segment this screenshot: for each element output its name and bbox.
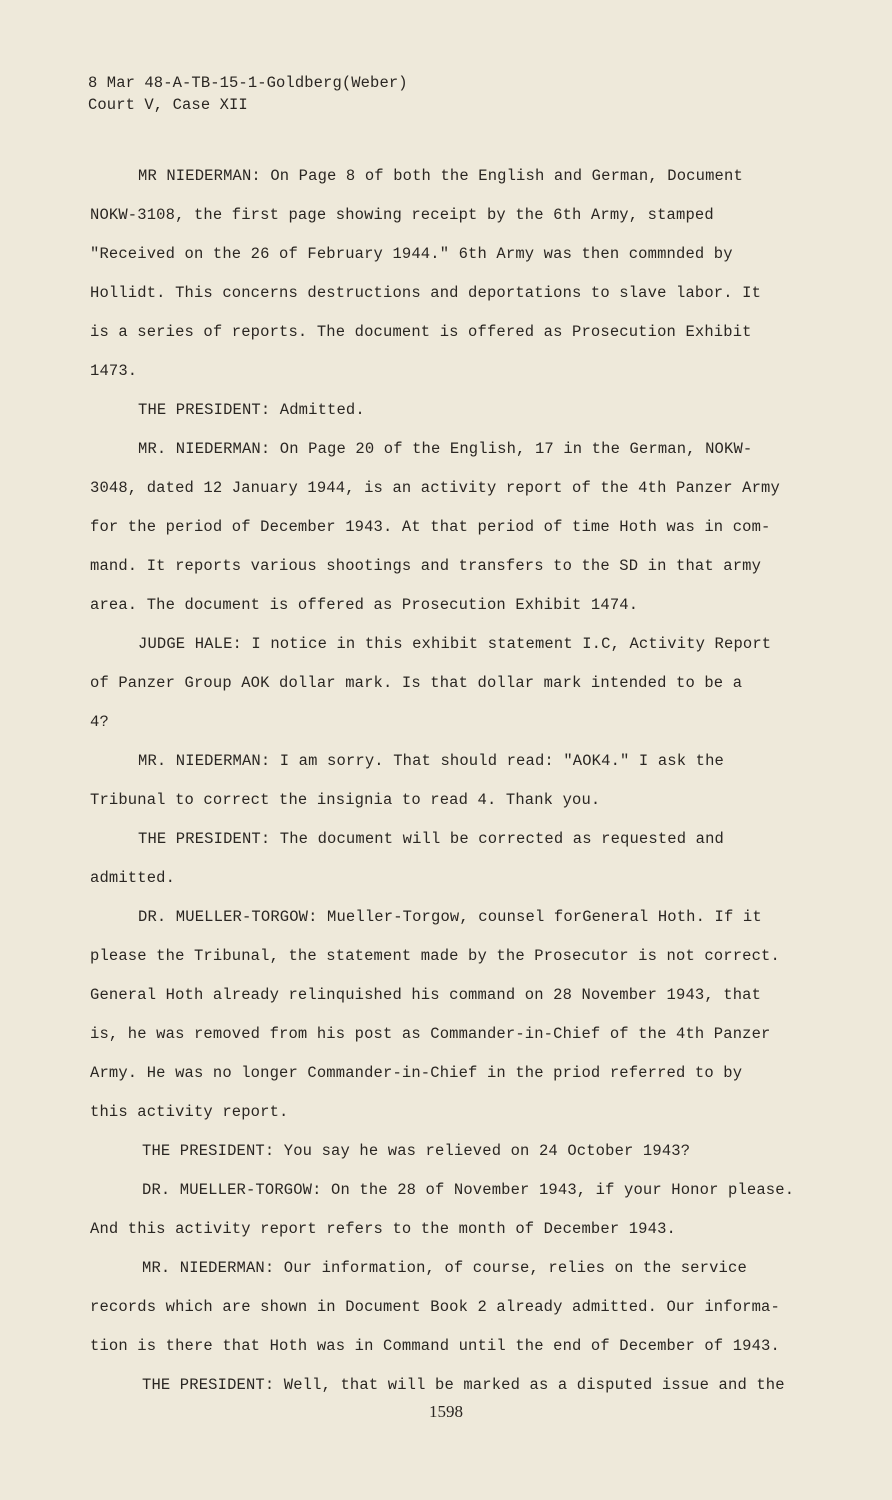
transcript-line: is, he was removed from his post as Commander-in-Chief of the 4th Panzer	[90, 1025, 771, 1043]
transcript-body	[90, 163, 810, 1411]
transcript-line: DR. MUELLER-TORGOW: On the 28 of November 1943, if your Honor please.	[142, 1181, 795, 1199]
transcript-line: Army. He was no longer Commander-in-Chief in the priod referred to by	[90, 1064, 743, 1082]
transcript-line: of Panzer Group AOK dollar mark. Is that dollar mark intended to be a	[90, 674, 743, 692]
header-line-2: Court V, Case XII	[88, 96, 248, 114]
transcript-line: this activity report.	[90, 1103, 289, 1121]
transcript-line: mand. It reports various shootings and transfers to the SD in that army	[90, 557, 762, 575]
transcript-line: tion is there that Hoth was in Command until the end of December of 1943.	[90, 1337, 780, 1355]
transcript-line: records which are shown in Document Book 2 already admitted. Our informa-	[90, 1298, 780, 1316]
transcript-line: NOKW-3108, the first page showing receipt by the 6th Army, stamped	[90, 206, 714, 224]
transcript-line: Tribunal to correct the insignia to read 4. Thank you.	[90, 791, 601, 809]
transcript-line: MR NIEDERMAN: On Page 8 of both the English and German, Document	[138, 167, 743, 185]
transcript-line: MR. NIEDERMAN: I am sorry. That should read: "AOK4." I ask the	[138, 752, 724, 770]
header-line-1: 8 Mar 48-A-TB-15-1-Goldberg(Weber)	[88, 74, 408, 92]
transcript-line: 3048, dated 12 January 1944, is an activity report of the 4th Panzer Army	[90, 479, 780, 497]
transcript-line: area. The document is offered as Prosecution Exhibit 1474.	[90, 596, 639, 614]
transcript-line: THE PRESIDENT: The document will be corrected as requested and	[138, 830, 724, 848]
document-header	[88, 72, 408, 116]
transcript-line: "Received on the 26 of February 1944." 6th Army was then commnded by	[90, 245, 733, 263]
transcript-line: for the period of December 1943. At that period of time Hoth was in com-	[90, 518, 771, 536]
transcript-line: THE PRESIDENT: Admitted.	[138, 401, 365, 419]
transcript-line: is a series of reports. The document is offered as Prosecution Exhibit	[90, 323, 752, 341]
page-number: 1598	[429, 1402, 463, 1421]
transcript-line: And this activity report refers to the month of December 1943.	[90, 1220, 676, 1238]
transcript-line: MR. NIEDERMAN: Our information, of course, relies on the service	[142, 1259, 747, 1277]
transcript-line: 1473.	[90, 362, 138, 380]
transcript-line: General Hoth already relinquished his command on 28 November 1943, that	[90, 986, 762, 1004]
transcript-line: THE PRESIDENT: You say he was relieved on 24 October 1943?	[142, 1142, 691, 1160]
transcript-line: JUDGE HALE: I notice in this exhibit statement I.C, Activity Report	[138, 635, 772, 653]
transcript-line: DR. MUELLER-TORGOW: Mueller-Torgow, counsel forGeneral Hoth. If it	[138, 908, 762, 926]
transcript-line: THE PRESIDENT: Well, that will be marked as a disputed issue and the	[142, 1376, 785, 1394]
transcript-line: MR. NIEDERMAN: On Page 20 of the English, 17 in the German, NOKW-	[138, 440, 753, 458]
transcript-line: please the Tribunal, the statement made by the Prosecutor is not correct.	[90, 947, 780, 965]
transcript-line: Hollidt. This concerns destructions and deportations to slave labor. It	[90, 284, 762, 302]
transcript-line: 4?	[90, 713, 109, 731]
transcript-line: admitted.	[90, 869, 176, 887]
